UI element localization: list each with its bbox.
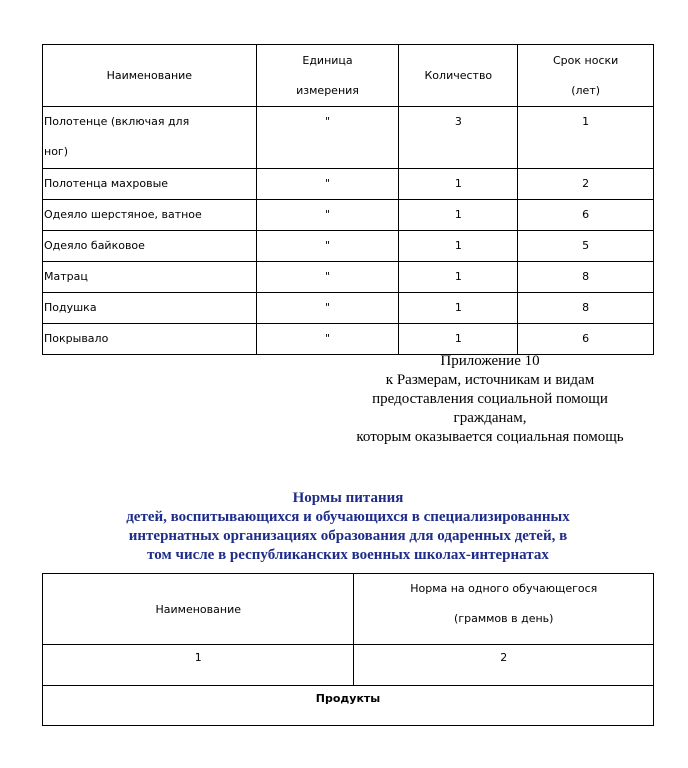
header-quantity: Количество xyxy=(399,45,518,107)
appendix-line: предоставления социальной помощи xyxy=(372,391,608,407)
cell-qty: 1 xyxy=(399,231,518,262)
cell-term: 6 xyxy=(518,200,654,231)
cell-term: 2 xyxy=(518,169,654,200)
cell-name xyxy=(43,107,257,169)
cell-name: Одеяло байковое xyxy=(43,231,257,262)
header-norm xyxy=(354,574,654,645)
cell-unit: " xyxy=(256,231,399,262)
norms-heading xyxy=(42,489,654,565)
header-name: Наименование xyxy=(43,574,354,645)
appendix-line: которым оказывается социальная помощь xyxy=(356,429,624,445)
header-term xyxy=(518,45,654,107)
header-name: Наименование xyxy=(43,45,257,107)
norms-heading-line: интернатных организациях образования для одаренных детей, в xyxy=(128,528,568,544)
table-row xyxy=(43,262,654,293)
norms-table xyxy=(42,573,654,726)
header-unit-line1: Единица xyxy=(302,53,353,67)
header-unit xyxy=(256,45,399,107)
cell-unit: " xyxy=(256,200,399,231)
cell-name: Подушка xyxy=(43,293,257,324)
cell-qty: 1 xyxy=(399,200,518,231)
cell-term: 1 xyxy=(518,107,654,169)
header-term-line2: (лет) xyxy=(571,83,601,97)
cell-unit: " xyxy=(256,324,399,355)
cell-qty: 1 xyxy=(399,293,518,324)
cell-term: 6 xyxy=(518,324,654,355)
header-term-line1: Срок носки xyxy=(552,53,619,67)
table-row xyxy=(43,169,654,200)
cell-term: 8 xyxy=(518,293,654,324)
cell-unit: " xyxy=(256,262,399,293)
cell-qty: 3 xyxy=(399,107,518,169)
header-norm-line2: (граммов в день) xyxy=(454,612,554,625)
header-unit-line2: измерения xyxy=(296,83,359,97)
appendix-line: к Размерам, источникам и видам xyxy=(385,372,595,388)
header-norm-line1: Норма на одного обучающегося xyxy=(410,582,598,595)
section-products: Продукты xyxy=(43,686,654,726)
cell-unit: " xyxy=(256,107,399,169)
column-number: 2 xyxy=(354,645,654,686)
column-number: 1 xyxy=(43,645,354,686)
appendix-line: гражданам, xyxy=(453,410,527,426)
cell-name: Покрывало xyxy=(43,324,257,355)
appendix-line: Приложение 10 xyxy=(440,353,540,369)
table-header-row xyxy=(43,45,654,107)
column-number-row xyxy=(43,645,654,686)
cell-name-line1: Полотенце (включая для xyxy=(44,115,190,128)
table-row xyxy=(43,324,654,355)
cell-unit: " xyxy=(256,169,399,200)
cell-qty: 1 xyxy=(399,169,518,200)
norms-heading-line: детей, воспитывающихся и обучающихся в специализированных xyxy=(126,509,570,525)
table-row xyxy=(43,231,654,262)
cell-qty: 1 xyxy=(399,262,518,293)
table-row xyxy=(43,293,654,324)
cell-term: 5 xyxy=(518,231,654,262)
cell-unit: " xyxy=(256,293,399,324)
norms-heading-line: том числе в республиканских военных школах-интернатах xyxy=(147,547,549,563)
table-header-row xyxy=(43,574,654,645)
table-row xyxy=(43,107,654,169)
cell-name-line2: ног) xyxy=(44,145,68,158)
cell-name: Матрац xyxy=(43,262,257,293)
cell-qty: 1 xyxy=(399,324,518,355)
section-row xyxy=(43,686,654,726)
appendix-note xyxy=(330,352,650,447)
items-table xyxy=(42,44,654,355)
table-row xyxy=(43,200,654,231)
cell-name: Одеяло шерстяное, ватное xyxy=(43,200,257,231)
cell-term: 8 xyxy=(518,262,654,293)
norms-heading-line: Нормы питания xyxy=(292,490,404,506)
cell-name: Полотенца махровые xyxy=(43,169,257,200)
